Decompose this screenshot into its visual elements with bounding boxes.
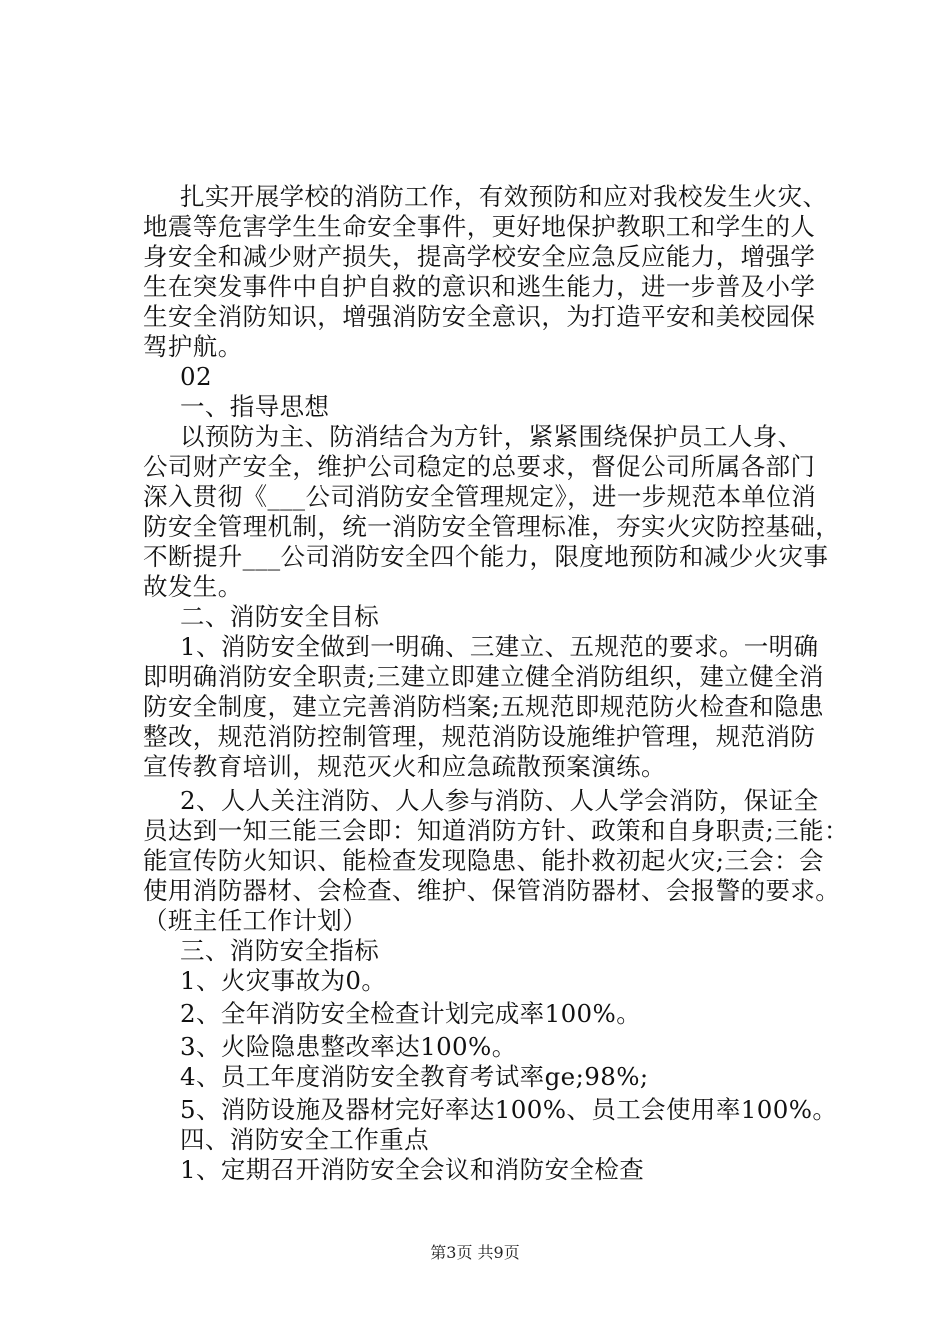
list-item: 2、全年消防安全检查计划完成率100%。 xyxy=(180,999,642,1028)
paragraph-line: 身安全和减少财产损失，提高学校安全应急反应能力，增强学 xyxy=(143,242,816,271)
list-item: 5、消防设施及器材完好率达100%、员工会使用率100%。 xyxy=(180,1095,838,1124)
paragraph-line: 地震等危害学生生命安全事件，更好地保护教职工和学生的人 xyxy=(143,212,816,241)
section-heading: 三、消防安全指标 xyxy=(180,936,380,965)
paragraph-line: （班主任工作计划） xyxy=(143,906,368,935)
paragraph-line: 能宣传防火知识、能检查发现隐患、能扑救初起火灾;三会：会 xyxy=(143,846,824,875)
list-item: 3、火险隐患整改率达100%。 xyxy=(180,1032,517,1061)
section-heading: 二、消防安全目标 xyxy=(180,602,380,631)
paragraph-line: 即明确消防安全职责;三建立即建立健全消防组织，建立健全消 xyxy=(143,662,824,691)
paragraph-line: 生在突发事件中自护自救的意识和逃生能力，进一步普及小学 xyxy=(143,272,816,301)
paragraph-line: 驾护航。 xyxy=(143,332,243,361)
paragraph-line: 故发生。 xyxy=(143,572,243,601)
list-item: 4、员工年度消防安全教育考试率ge;98%; xyxy=(180,1062,649,1091)
paragraph-line: 防安全制度，建立完善消防档案;五规范即规范防火检查和隐患 xyxy=(143,692,824,721)
paragraph-line: 整改，规范消防控制管理，规范消防设施维护管理，规范消防 xyxy=(143,722,816,751)
paragraph-line: 扎实开展学校的消防工作，有效预防和应对我校发生火灾、 xyxy=(180,182,828,211)
paragraph-line: 生安全消防知识，增强消防安全意识，为打造平安和美校园保 xyxy=(143,302,816,331)
list-item: 1、火灾事故为0。 xyxy=(180,966,387,995)
paragraph-line: 公司财产安全，维护公司稳定的总要求，督促公司所属各部门 xyxy=(143,452,816,481)
paragraph-line: 2、人人关注消防、人人参与消防、人人学会消防，保证全 xyxy=(180,786,819,815)
section-heading: 四、消防安全工作重点 xyxy=(180,1125,429,1154)
paragraph-line: 宣传教育培训，规范灭火和应急疏散预案演练。 xyxy=(143,752,666,781)
section-number: 02 xyxy=(180,362,212,391)
paragraph-line: 1、消防安全做到一明确、三建立、五规范的要求。一明确 xyxy=(180,632,819,661)
paragraph-line: 以预防为主、防消结合为方针，紧紧围绕保护员工人身、 xyxy=(180,422,803,451)
paragraph-line: 深入贯彻《___公司消防安全管理规定》，进一步规范本单位消 xyxy=(143,482,817,511)
paragraph-line: 防安全管理机制，统一消防安全管理标准，夯实火灾防控基础， xyxy=(143,512,841,541)
section-heading: 一、指导思想 xyxy=(180,392,330,421)
paragraph-line: 使用消防器材、会检查、维护、保管消防器材、会报警的要求。 xyxy=(143,876,841,905)
paragraph-line: 不断提升___公司消防安全四个能力，限度地预防和减少火灾事 xyxy=(143,542,829,571)
paragraph-line: 员达到一知三能三会即：知道消防方针、政策和自身职责;三能： xyxy=(143,816,849,845)
list-item: 1、定期召开消防安全会议和消防安全检查 xyxy=(180,1155,645,1184)
page-footer: 第3页 共9页 xyxy=(430,1243,520,1262)
